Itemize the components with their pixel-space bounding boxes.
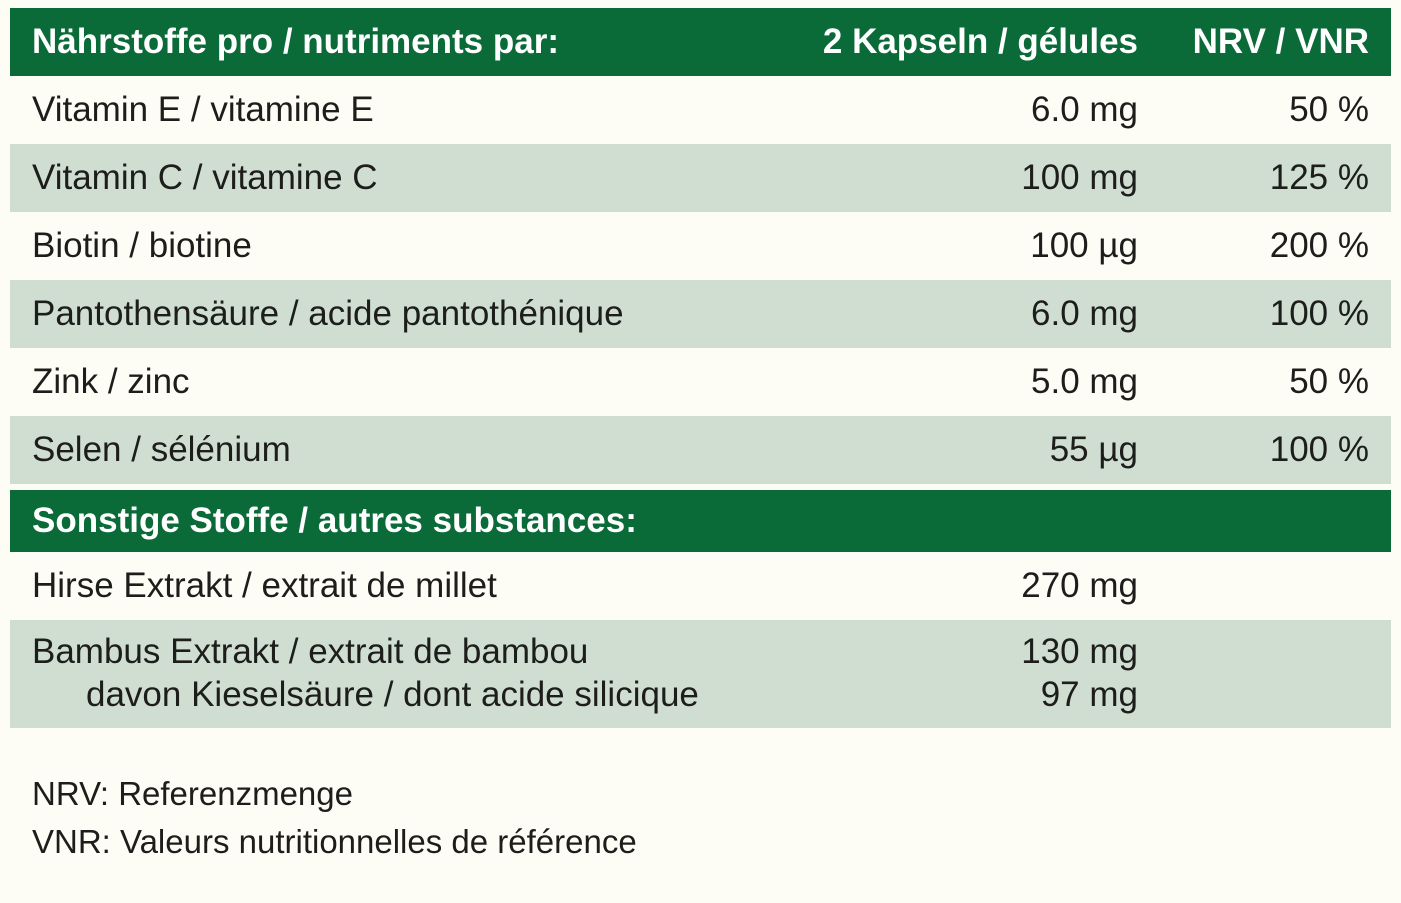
table-row — [10, 348, 1391, 416]
nutrient-nrv: 100 % — [1269, 294, 1369, 334]
nutrient-amount: 55 µg — [1049, 430, 1138, 470]
table-row — [10, 76, 1391, 144]
table-row — [10, 552, 1391, 620]
nutrient-name: Vitamin C / vitamine C — [32, 158, 378, 198]
substance-name-group — [10, 631, 808, 716]
nutrient-amount: 100 mg — [1021, 158, 1138, 198]
nutrient-nrv: 125 % — [1269, 158, 1369, 198]
nutrient-nrv: 50 % — [1289, 90, 1369, 130]
substance-name: Bambus Extrakt / extrait de bambou — [32, 632, 589, 672]
nutrient-amount: 6.0 mg — [1031, 294, 1138, 334]
nutrient-name: Biotin / biotine — [32, 226, 252, 266]
section-header-other-substances — [10, 490, 1391, 552]
substance-amount-group — [808, 631, 1154, 716]
nutrient-name: Pantothensäure / acide pantothénique — [32, 294, 624, 334]
section-title: Sonstige Stoffe / autres substances: — [32, 501, 637, 541]
nutrient-name: Zink / zinc — [32, 362, 190, 402]
nutrient-name: Vitamin E / vitamine E — [32, 90, 374, 130]
footnote-nrv: NRV: Referenzmenge — [32, 775, 353, 812]
substance-amount: 270 mg — [1021, 566, 1138, 606]
table-row — [10, 416, 1391, 484]
substance-amount: 130 mg — [1021, 632, 1138, 672]
table-row — [10, 144, 1391, 212]
table-row — [10, 212, 1391, 280]
nutrient-amount: 5.0 mg — [1031, 362, 1138, 402]
table-header-row — [10, 8, 1391, 76]
table-row — [10, 620, 1391, 728]
table-row — [10, 280, 1391, 348]
substance-name: Hirse Extrakt / extrait de millet — [32, 566, 497, 606]
substance-sub-name: davon Kieselsäure / dont acide silicique — [86, 675, 699, 714]
footnote-vnr: VNR: Valeurs nutritionnelles de référence — [32, 822, 637, 860]
nutrient-nrv: 200 % — [1269, 226, 1369, 266]
substance-sub-amount: 97 mg — [1040, 675, 1138, 714]
nutrient-amount: 100 µg — [1030, 226, 1138, 266]
nutrient-nrv: 50 % — [1289, 362, 1369, 402]
footnotes — [10, 728, 1391, 866]
nutrient-name: Selen / sélénium — [32, 430, 291, 470]
header-nutrient-label: Nährstoffe pro / nutriments par: — [32, 22, 559, 62]
header-amount-label: 2 Kapseln / gélules — [822, 22, 1138, 62]
header-nrv-label: NRV / VNR — [1192, 22, 1369, 62]
nutrient-amount: 6.0 mg — [1031, 90, 1138, 130]
nutrient-nrv: 100 % — [1269, 430, 1369, 470]
